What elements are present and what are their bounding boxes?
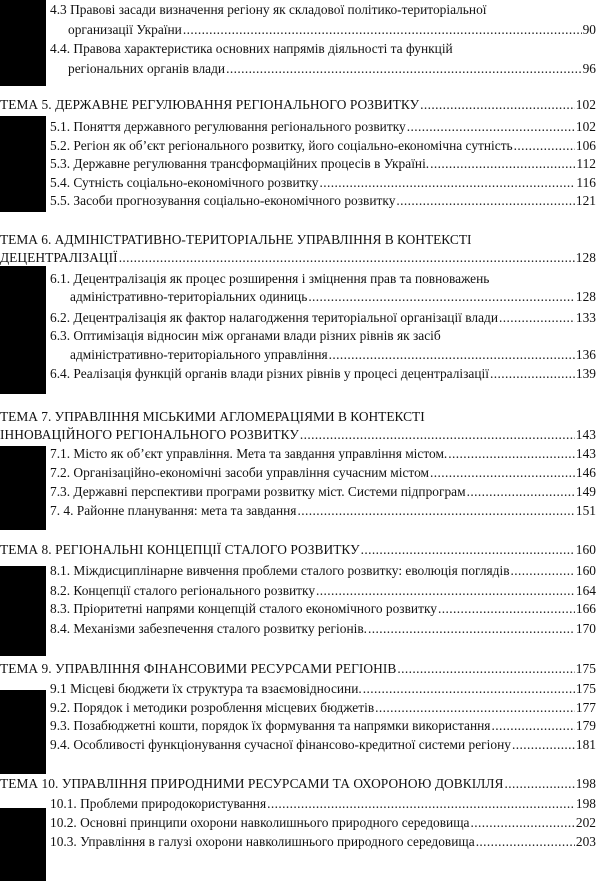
dot-leader — [504, 775, 574, 793]
dot-leader — [448, 445, 575, 463]
page-number: 143 — [575, 446, 596, 461]
toc-entry-text: 8.2. Концепції сталого регіонального розвитку — [50, 583, 316, 598]
dot-leader — [375, 699, 575, 717]
dot-leader — [363, 680, 575, 698]
toc-entry-text: 7.3. Державні перспективи програми розвитку міст. Системи підпрограм — [50, 484, 466, 499]
page-number: 181 — [575, 737, 596, 752]
toc-entry[interactable] — [50, 717, 596, 735]
margin-bar — [0, 690, 46, 774]
toc-entry-text: 8.4. Механізми забезпечення сталого розвитку регіонів. — [50, 621, 368, 636]
toc-entry-text: регіональних органів влади — [68, 61, 226, 76]
toc-entry[interactable] — [50, 137, 596, 155]
page-number: 179 — [575, 718, 596, 733]
toc-entry-text: 9.3. Позабюджетні кошти, порядок їх формування та напрямки використання — [50, 718, 491, 733]
toc-entry-text: 7.2. Організаційно-економічні засоби управління сучасним містом — [50, 465, 430, 480]
toc-entry[interactable] — [50, 155, 596, 173]
toc-entry[interactable] — [50, 736, 596, 754]
toc-entry[interactable] — [50, 309, 596, 327]
topic-heading[interactable] — [0, 96, 596, 114]
topic-heading[interactable] — [0, 775, 596, 793]
toc-entry-text: 6.1. Децентралізація як процес розширення і зміцнення прав та повноважень — [50, 271, 490, 286]
page-number: 175 — [575, 681, 596, 696]
dot-leader — [420, 96, 575, 114]
dot-leader — [297, 502, 574, 520]
topic-heading[interactable] — [0, 660, 596, 678]
toc-entry[interactable] — [50, 464, 596, 482]
dot-leader — [183, 21, 582, 39]
toc-entry-text: 5.3. Державне регулювання трансформаційних процесів в Україні. — [50, 156, 430, 171]
dot-leader — [430, 464, 575, 482]
toc-entry-text: организації України — [68, 22, 182, 37]
toc-entry[interactable] — [50, 833, 596, 851]
dot-leader — [491, 717, 574, 735]
toc-entry-text: 5.1. Поняття державного регулювання регіонального розвитку — [50, 119, 406, 134]
toc-entry-text: адміністративно-територіального управління — [70, 347, 328, 362]
dot-leader — [430, 155, 575, 173]
toc-entry-text: 9.1 Місцеві бюджети їх структура та взаємовідносини. — [50, 681, 362, 696]
dot-leader — [397, 660, 574, 678]
page-number: 133 — [575, 310, 596, 325]
toc-entry-text: 10.3. Управління в галузі охорони навколишнього природного середовища — [50, 834, 475, 849]
page-number: 139 — [575, 366, 596, 381]
page-number: 143 — [575, 427, 596, 442]
dot-leader — [512, 736, 575, 754]
toc-entry[interactable] — [50, 620, 596, 638]
page-number: 202 — [575, 815, 596, 830]
toc-entry[interactable] — [50, 445, 596, 463]
toc-entry-text: 6.2. Децентралізація як фактор налагодження територіальної організації влади — [50, 310, 498, 325]
page-number: 102 — [575, 97, 596, 112]
toc-entry[interactable] — [50, 699, 596, 717]
topic-heading-text: ТЕМА 7. УПРАВЛІННЯ МІСЬКИМИ АГЛОМЕРАЦІЯМИ В КОНТЕКСТІ — [0, 409, 425, 424]
toc-entry-text: 4.4. Правова характеристика основних напрямів діяльності та функцій — [50, 41, 453, 56]
page-number: 170 — [575, 621, 596, 636]
toc-entry[interactable] — [50, 174, 596, 192]
toc-entry-text: 8.3. Пріоритетні напрями концепцій сталого економічного розвитку — [50, 601, 437, 616]
toc-entry[interactable] — [50, 795, 596, 813]
toc-entry-text: 5.2. Регіон як об’єкт регіонального розвитку, його соціально-економічна сутність — [50, 138, 513, 153]
dot-leader — [511, 562, 575, 580]
dot-leader — [119, 249, 575, 267]
page-number: 160 — [575, 563, 596, 578]
page-number: 106 — [575, 138, 596, 153]
page-number: 151 — [575, 503, 596, 518]
topic-heading-text: ТЕМА 10. УПРАВЛІННЯ ПРИРОДНИМИ РЕСУРСАМИ ТА ОХОРОНОЮ ДОВКІЛЛЯ — [0, 776, 504, 791]
toc-entry[interactable] — [50, 365, 596, 383]
margin-bar — [0, 566, 46, 656]
dot-leader — [438, 600, 575, 618]
page-number: 136 — [575, 347, 596, 362]
dot-leader — [329, 346, 575, 364]
dot-leader — [267, 795, 575, 813]
dot-leader — [514, 137, 575, 155]
topic-heading-text: ТЕМА 6. АДМІНІСТРАТИВНО-ТЕРИТОРІАЛЬНЕ УПРАВЛІННЯ В КОНТЕКСТІ — [0, 232, 472, 247]
toc-entry-text: 9.4. Особливості функціонування сучасної фінансово-кредитної системи регіону — [50, 737, 511, 752]
page-number: 90 — [582, 22, 596, 37]
page-number: 112 — [576, 156, 596, 171]
toc-entry-text: 6.3. Оптимізація відносин між органами влади різних рівнів як засіб — [50, 328, 441, 343]
page-number: 116 — [576, 175, 596, 190]
dot-leader — [396, 192, 575, 210]
topic-heading[interactable] — [0, 426, 596, 444]
toc-entry-text: 4.3 Правові засади визначення регіону як складової політико-територіальної — [50, 2, 487, 17]
margin-bar — [0, 808, 46, 881]
dot-leader — [300, 426, 575, 444]
page-number: 177 — [575, 700, 596, 715]
margin-bar — [0, 266, 46, 394]
topic-heading[interactable] — [0, 541, 596, 559]
toc-entry[interactable] — [50, 483, 596, 501]
topic-heading-text: ТЕМА 5. ДЕРЖАВНЕ РЕГУЛЮВАННЯ РЕГІОНАЛЬНОГО РОЗВИТКУ — [0, 97, 420, 112]
page-number: 198 — [575, 776, 596, 791]
toc-entry[interactable] — [50, 582, 596, 600]
toc-entry[interactable] — [50, 600, 596, 618]
topic-heading-text: ТЕМА 9. УПРАВЛІННЯ ФІНАНСОВИМИ РЕСУРСАМИ РЕГІОНІВ — [0, 661, 397, 676]
margin-bar — [0, 0, 46, 86]
dot-leader — [361, 541, 575, 559]
toc-entry[interactable] — [68, 21, 596, 39]
toc-entry[interactable] — [70, 288, 596, 306]
toc-entry-text: 5.4. Сутність соціально-економічного розвитку — [50, 175, 319, 190]
dot-leader — [499, 309, 575, 327]
page-number: 164 — [575, 583, 596, 598]
toc-entry-text: 7.1. Місто як об’єкт управління. Мета та завдання управління містом. — [50, 446, 448, 461]
page-number: 166 — [575, 601, 596, 616]
topic-heading-text: ДЕЦЕНТРАЛІЗАЦІЇ — [0, 250, 118, 265]
toc-entry-text: 9.2. Порядок і методики розроблення місцевих бюджетів — [50, 700, 375, 715]
dot-leader — [490, 365, 575, 383]
dot-leader — [470, 814, 574, 832]
toc-entry[interactable] — [50, 680, 596, 698]
page-number: 203 — [575, 834, 596, 849]
toc-entry[interactable] — [50, 502, 596, 520]
margin-bar — [0, 446, 46, 530]
toc-entry[interactable] — [50, 192, 596, 210]
dot-leader — [467, 483, 575, 501]
dot-leader — [316, 582, 575, 600]
margin-bar — [0, 116, 46, 212]
toc-entry-text: адміністративно-територіальних одиниць — [70, 289, 308, 304]
dot-leader — [476, 833, 575, 851]
toc-entry-text: 10.2. Основні принципи охорони навколишнього природного середовища — [50, 815, 470, 830]
page-number: 149 — [575, 484, 596, 499]
topic-heading-text: ІННОВАЦІЙНОГО РЕГІОНАЛЬНОГО РОЗВИТКУ — [0, 427, 299, 442]
toc-entry[interactable] — [70, 346, 596, 364]
toc-entry[interactable] — [50, 118, 596, 136]
page-number: 121 — [575, 193, 596, 208]
dot-leader — [226, 60, 582, 78]
toc-entry-text: 5.5. Засоби прогнозування соціально-економічного розвитку — [50, 193, 396, 208]
dot-leader — [407, 118, 575, 136]
page-number: 102 — [575, 119, 596, 134]
page-number: 146 — [575, 465, 596, 480]
page-number: 96 — [582, 61, 596, 76]
page-number: 198 — [575, 796, 596, 811]
toc-entry-text: 8.1. Міждисциплінарне вивчення проблеми сталого розвитку: еволюція поглядів — [50, 563, 510, 578]
page-number: 128 — [575, 250, 596, 265]
topic-heading-text: ТЕМА 8. РЕГІОНАЛЬНІ КОНЦЕПЦІЇ СТАЛОГО РОЗВИТКУ — [0, 542, 360, 557]
dot-leader — [308, 288, 575, 306]
toc-entry[interactable] — [50, 562, 596, 580]
toc-entry-text: 6.4. Реалізація функцій органів влади різних рівнів у процесі децентралізації — [50, 366, 489, 381]
topic-heading[interactable] — [0, 249, 596, 267]
page-number: 128 — [575, 289, 596, 304]
dot-leader — [320, 174, 576, 192]
dot-leader — [368, 620, 575, 638]
page-number: 175 — [575, 661, 596, 676]
toc-entry-text: 10.1. Проблеми природокористування — [50, 796, 267, 811]
toc-entry-text: 7. 4. Районне планування: мета та завдання — [50, 503, 297, 518]
toc-entry[interactable] — [50, 814, 596, 832]
page-number: 160 — [575, 542, 596, 557]
toc-entry[interactable] — [68, 60, 596, 78]
